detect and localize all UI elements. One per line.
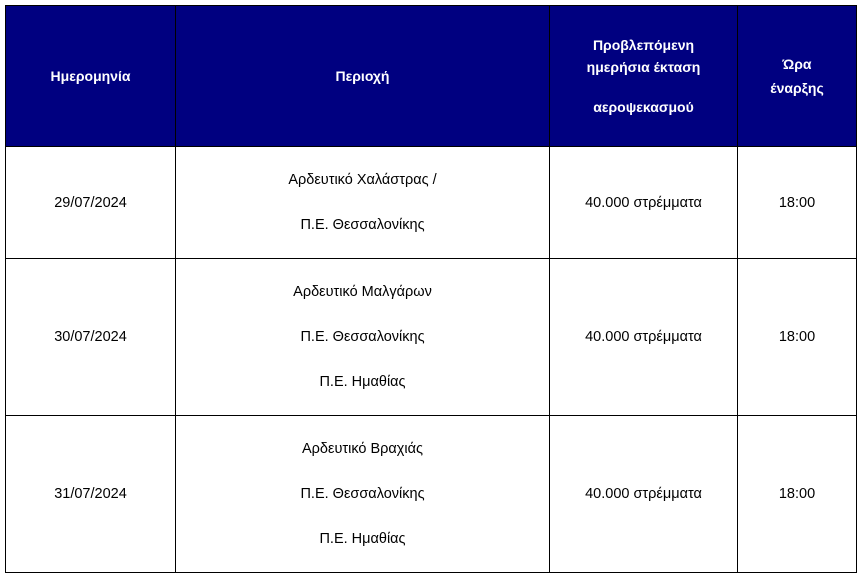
- header-region-label: Περιοχή: [335, 68, 390, 84]
- region-line: Αρδευτικό Μαλγάρων: [293, 284, 432, 300]
- cell-region: [176, 147, 550, 259]
- cell-region: [176, 259, 550, 416]
- region-line: Π.Ε. Θεσσαλονίκης: [300, 329, 425, 345]
- cell-date: 31/07/2024: [6, 416, 176, 573]
- cell-date: 30/07/2024: [6, 259, 176, 416]
- header-start-time-line: Ώρα: [782, 56, 812, 72]
- cell-region: [176, 416, 550, 573]
- region-line: Αρδευτικό Βραχιάς: [301, 441, 423, 457]
- cell-time: 18:00: [738, 416, 857, 573]
- table-row: [6, 416, 857, 573]
- header-daily-area-line: ημερήσια έκταση: [586, 59, 701, 75]
- cell-time: 18:00: [738, 147, 857, 259]
- cell-time: 18:00: [738, 259, 857, 416]
- region-line: Π.Ε. Θεσσαλονίκης: [300, 486, 425, 502]
- header-start-time-line: έναρξης: [770, 80, 824, 96]
- table-row: [6, 147, 857, 259]
- header-daily-area-line: Προβλεπόμενη: [592, 37, 695, 53]
- table-row: [6, 259, 857, 416]
- spraying-schedule-table: [5, 5, 857, 573]
- region-line: Αρδευτικό Χαλάστρας /: [288, 172, 437, 188]
- region-line: Π.Ε. Ημαθίας: [319, 374, 406, 390]
- header-daily-area-line: αεροψεκασμού: [593, 99, 694, 115]
- cell-area: 40.000 στρέμματα: [550, 416, 738, 573]
- cell-date: 29/07/2024: [6, 147, 176, 259]
- header-row: [6, 6, 857, 147]
- header-start-time: [738, 6, 857, 147]
- cell-area: 40.000 στρέμματα: [550, 259, 738, 416]
- cell-area: 40.000 στρέμματα: [550, 147, 738, 259]
- region-line: Π.Ε. Θεσσαλονίκης: [300, 217, 425, 233]
- header-region: [176, 6, 550, 147]
- region-line: Π.Ε. Ημαθίας: [319, 531, 406, 547]
- header-date-label: Ημερομηνία: [50, 68, 131, 84]
- header-date: [6, 6, 176, 147]
- header-daily-area: [550, 6, 738, 147]
